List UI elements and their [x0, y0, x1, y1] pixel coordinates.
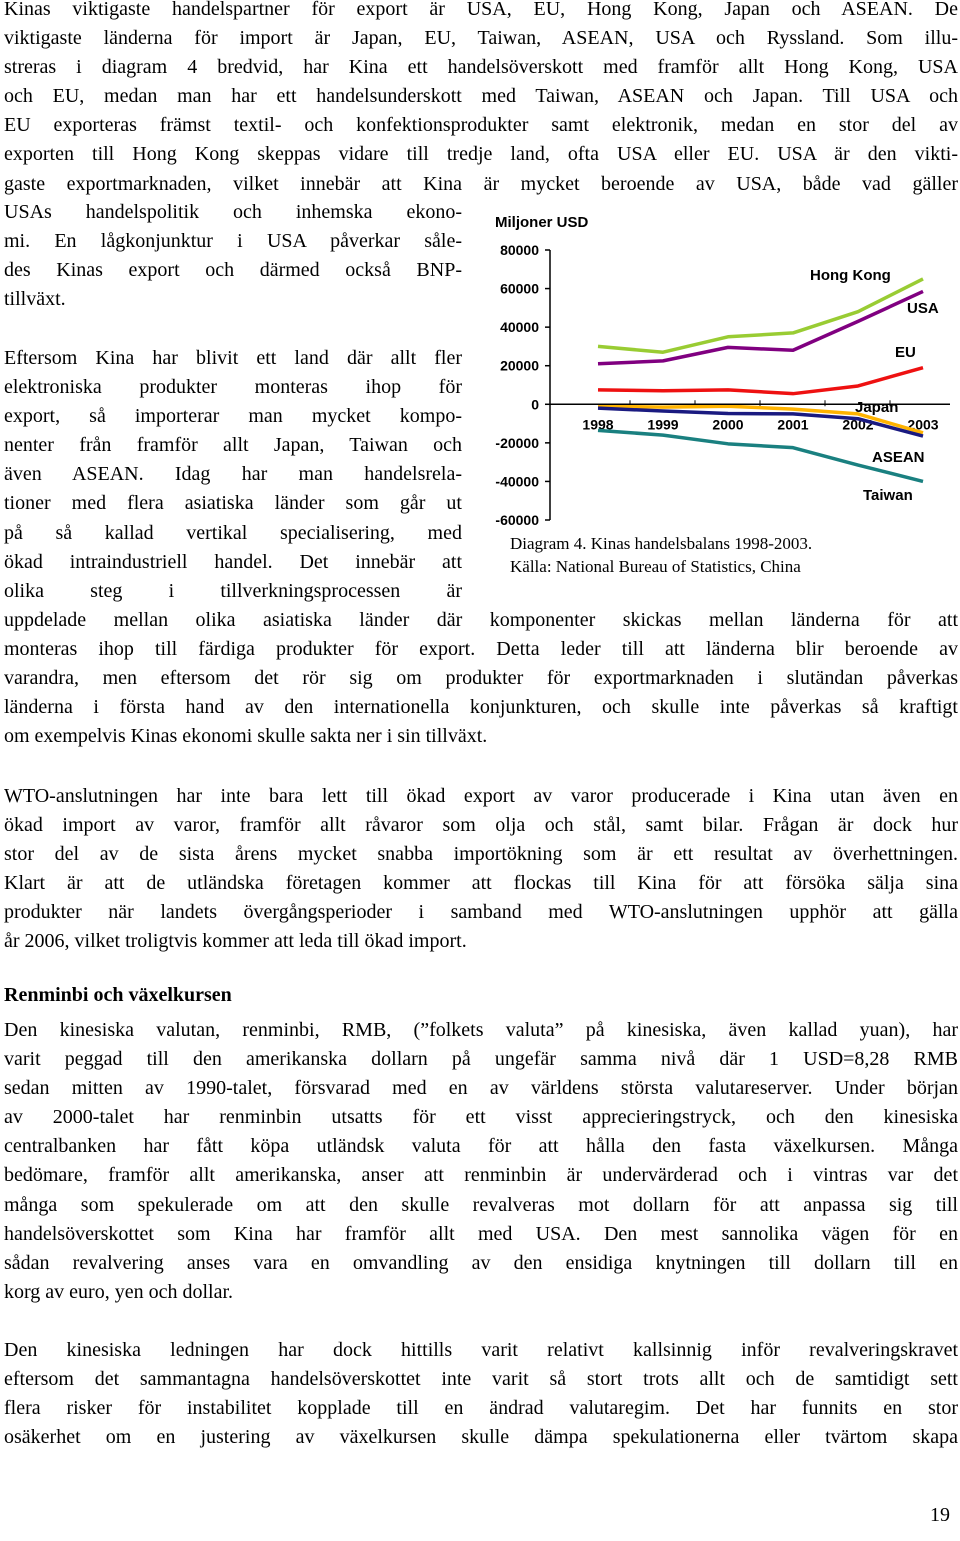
- text-line: sedan mitten av 1990-talet, försvarad med en av världens största valutareserver. Under början: [4, 1077, 958, 1100]
- text-line: och EU, medan man har ett handelsunderskott med Taiwan, ASEAN och Japan. Till USA och: [4, 85, 958, 108]
- text-line: USAs handelspolitik och inhemska ekono-: [4, 201, 462, 223]
- trade-balance-chart: [470, 205, 950, 540]
- text-line: export, så importerar man mycket kompo-: [4, 405, 462, 428]
- text-line: monteras ihop till färdiga produkter för export. Detta leder till att länderna blir beroende av: [4, 638, 958, 661]
- text-line: stor del av de sista årens mycket snabba importökning som är ett resultat av överhettningen.: [4, 843, 958, 866]
- paragraph-1-continued: [4, 198, 462, 314]
- chart-caption: [510, 532, 812, 578]
- text-line: mi. En lågkonjunktur i USA påverkar såle-: [4, 230, 462, 253]
- text-line: ökad import av varor, framför allt råvaror som olja och stål, samt bilar. Frågan är dock hur: [4, 814, 958, 837]
- x-tick-label: 2003: [907, 416, 939, 433]
- text-line: Klart är att de utländska företagen kommer att flockas till Kina för att försöka sälja sina: [4, 872, 958, 895]
- x-tick-label: 1999: [647, 416, 679, 433]
- text-line: länderna i första hand av den internationella konjunkturen, och skulle inte påverkas så kraftigt: [4, 696, 958, 719]
- text-line: bedömare, framför allt amerikanska, anser att renminbin är undervärderad och i vintras var det: [4, 1164, 958, 1187]
- paragraph-4: [4, 1016, 958, 1307]
- text-line: ökad intraindustriell handel. Det innebär att: [4, 550, 462, 573]
- x-tick-label: 2002: [842, 416, 874, 433]
- series-label: USA: [907, 300, 939, 317]
- text-line: streras i diagram 4 bredvid, har Kina ett handelsöverskott med framför allt Hong Kong, USA: [4, 56, 958, 79]
- text-line: flera risker för instabilitet kopplade till en ändrad valutaregim. Det har funnits en stor: [4, 1397, 958, 1420]
- paragraph-2: [4, 344, 462, 606]
- series-label: ASEAN: [872, 449, 925, 466]
- text-line: handelsöverskottet som Kina har framför allt med USA. Den mest sannolika vägen för en: [4, 1222, 958, 1245]
- section-heading: Renminbi och växelkursen: [4, 984, 232, 1006]
- x-tick-label: 2001: [777, 416, 809, 433]
- text-line: centralbanken har fått köpa utländsk valuta för att hålla den fasta växelkursen. Många: [4, 1135, 958, 1158]
- text-line: produkter när landets övergångsperioder i samband med WTO-anslutningen upphör att gälla: [4, 901, 958, 924]
- text-line: EU exporteras främst textil- och konfektionsprodukter samt elektronik, medan en stor del av: [4, 114, 958, 137]
- text-line: även ASEAN. Idag har man handelsrela-: [4, 463, 462, 486]
- series-line: [598, 368, 923, 394]
- text-line: korg av euro, yen och dollar.: [4, 1280, 234, 1303]
- text-line: Den kinesiska valutan, renminbi, RMB, (”folkets valuta” på kinesiska, även kallad yuan), har: [4, 1019, 958, 1041]
- y-tick-label: 0: [531, 396, 539, 413]
- series-label: Hong Kong: [810, 267, 891, 284]
- text-line: Kinas viktigaste handelspartner för export är USA, EU, Hong Kong, Japan och ASEAN. De: [4, 0, 958, 20]
- paragraph-5: [4, 1336, 958, 1452]
- text-line: elektroniska produkter monteras ihop för: [4, 376, 462, 399]
- text-line: viktigaste länderna för import är Japan, EU, Taiwan, ASEAN, USA och Ryssland. Som illu-: [4, 27, 958, 50]
- text-line: på så kallad vertikal specialisering, med: [4, 521, 462, 544]
- page-number: 19: [930, 1504, 950, 1526]
- y-tick-label: 60000: [500, 280, 539, 297]
- text-line: sådan revalvering anses vara en omvandling av den ensidiga knytningen till dollarn till en: [4, 1251, 958, 1274]
- x-tick-label: 2000: [712, 416, 744, 433]
- y-tick-label: 80000: [500, 242, 539, 258]
- text-line: många som spekulerade om att den skulle revalveras mot dollarn för att anpassa sig till: [4, 1193, 958, 1216]
- text-line: des Kinas export och därmed också BNP-: [4, 259, 462, 282]
- text-line: gaste exportmarknaden, vilket innebär att Kina är mycket beroende av USA, både vad gäller: [4, 172, 958, 195]
- paragraph-1: [4, 0, 958, 199]
- series-label: Taiwan: [863, 487, 913, 504]
- caption-line: Diagram 4. Kinas handelsbalans 1998-2003.: [510, 534, 813, 553]
- text-line: exporten till Hong Kong skeppas vidare till tredje land, ofta USA eller EU. USA är den vikti-: [4, 143, 958, 166]
- y-axis-title: Miljoner USD: [495, 214, 589, 231]
- series-label: Japan: [855, 399, 899, 416]
- text-line: nenter från framför allt Japan, Taiwan och: [4, 434, 462, 457]
- series-label: EU: [895, 344, 916, 361]
- text-line: år 2006, vilket troligtvis kommer att leda till ökad import.: [4, 930, 467, 953]
- paragraph-2-continued: [4, 606, 958, 751]
- text-line: uppdelade mellan olika asiatiska länder där komponenter skickas mellan länderna för att: [4, 609, 958, 631]
- text-line: osäkerhet om en justering av växelkursen skulle dämpa spekulationerna eller tvärtom skapa: [4, 1426, 958, 1449]
- text-line: om exempelvis Kinas ekonomi skulle sakta ner i sin tillväxt.: [4, 725, 488, 748]
- y-tick-label: -40000: [495, 473, 539, 490]
- text-line: Eftersom Kina har blivit ett land där allt fler: [4, 347, 462, 369]
- y-tick-label: -60000: [495, 512, 539, 528]
- x-tick-label: 1998: [582, 416, 614, 433]
- text-line: eftersom det sammantagna handelsöverskottet inte varit så stort trots allt och de samtidigt sett: [4, 1368, 958, 1391]
- text-line: tioner med flera asiatiska länder som går ut: [4, 492, 462, 515]
- y-tick-label: 20000: [500, 357, 539, 374]
- text-line: varandra, men eftersom det rör sig om produkter för exportmarknaden i slutändan påverkas: [4, 667, 958, 690]
- text-line: WTO-anslutningen har inte bara lett till ökad export av varor producerade i Kina utan även en: [4, 785, 958, 807]
- text-line: Den kinesiska ledningen har dock hittills varit relativt kallsinnig inför revalveringskravet: [4, 1339, 958, 1361]
- y-tick-label: -20000: [495, 434, 539, 451]
- text-line: olika steg i tillverkningsprocessen är: [4, 579, 462, 602]
- text-line: varit peggad till den amerikanska dollarn på ungefär samma nivå där 1 USD=8,28 RMB: [4, 1048, 958, 1071]
- paragraph-3: [4, 782, 958, 957]
- y-tick-label: 40000: [500, 319, 539, 336]
- text-line: tillväxt.: [4, 288, 66, 311]
- caption-line: Källa: National Bureau of Statistics, China: [510, 557, 801, 576]
- text-line: av 2000-talet har renminbin utsatts för ett visst apprecieringstryck, och den kinesiska: [4, 1106, 958, 1129]
